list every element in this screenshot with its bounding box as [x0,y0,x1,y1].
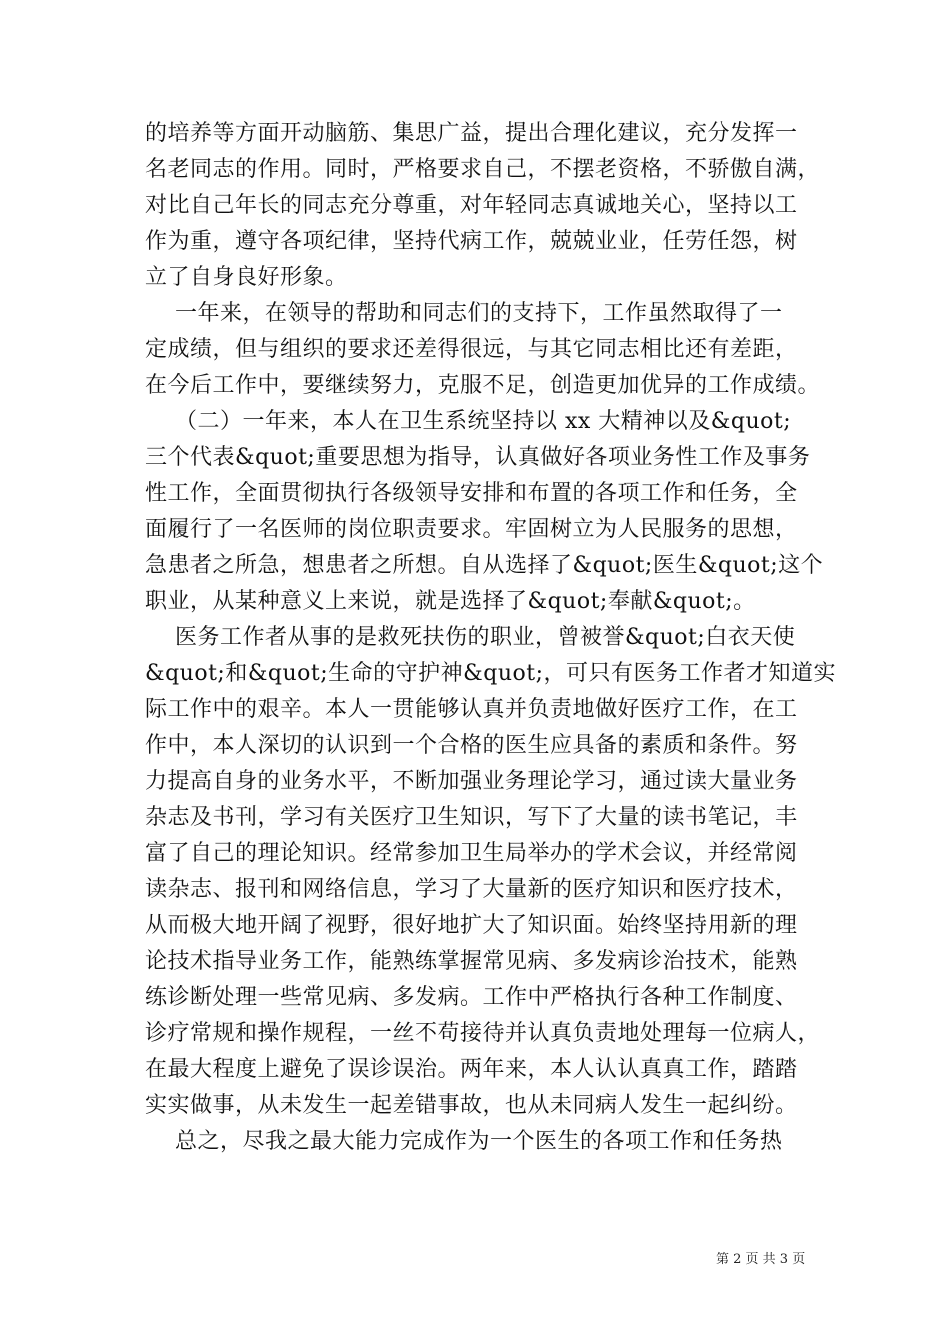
text-line: 作为重，遵守各项纪律，坚持代病工作，兢兢业业，任劳任怨，树 [145,229,798,254]
text-line: 读杂志、报刊和网络信息，学习了大量新的医疗知识和医疗技术， [145,877,798,902]
text-line: 的培养等方面开动脑筋、集思广益，提出合理化建议，充分发挥一 [145,121,798,146]
text-line: 定成绩，但与组织的要求还差得很远，与其它同志相比还有差距， [145,337,798,362]
text-line: 名老同志的作用。同时，严格要求自己，不摆老资格，不骄傲自满， [145,157,821,182]
text-line: 对比自己年长的同志充分尊重，对年轻同志真诚地关心，坚持以工 [145,193,798,218]
text-line: 性工作，全面贯彻执行各级领导安排和布置的各项工作和任务，全 [145,481,798,506]
text-line: （二）一年来，本人在卫生系统坚持以 xx 大精神以及&quot; [145,409,792,434]
text-line: 诊疗常规和操作规程，一丝不苟接待并认真负责地处理每一位病人， [145,1021,821,1046]
text-line: 实实做事，从未发生一起差错事故，也从未同病人发生一起纠纷。 [145,1093,798,1118]
text-line: 三个代表&quot;重要思想为指导，认真做好各项业务性工作及事务 [145,445,811,470]
text-line: 在今后工作中，要继续努力，克服不足，创造更加优异的工作成绩。 [145,373,821,398]
text-line: 总之，尽我之最大能力完成作为一个医生的各项工作和任务热 [145,1129,783,1154]
document-body [145,116,837,1160]
text-line: 杂志及书刊，学习有关医疗卫生知识，写下了大量的读书笔记，丰 [145,805,798,830]
text-line: 医务工作者从事的是救死扶伤的职业，曾被誉&quot;白衣天使 [145,625,796,650]
text-line: 力提高自身的业务水平，不断加强业务理论学习，通过读大量业务 [145,769,798,794]
page-number-footer: 第 2 页 共 3 页 [716,1252,806,1267]
text-line: 面履行了一名医师的岗位职责要求。牢固树立为人民服务的思想， [145,517,798,542]
text-line: 在最大程度上避免了误诊误治。两年来，本人认认真真工作，踏踏 [145,1057,798,1082]
text-line: 一年来，在领导的帮助和同志们的支持下，工作虽然取得了一 [145,301,783,326]
text-line: &quot;和&quot;生命的守护神&quot;，可只有医务工作者才知道实 [145,661,837,686]
text-line: 从而极大地开阔了视野，很好地扩大了知识面。始终坚持用新的理 [145,913,798,938]
text-line: 练诊断处理一些常见病、多发病。工作中严格执行各种工作制度、 [145,985,798,1010]
text-line: 论技术指导业务工作，能熟练掌握常见病、多发病诊治技术，能熟 [145,949,798,974]
text-line: 职业，从某种意义上来说，就是选择了&quot;奉献&quot;。 [145,589,756,614]
text-line: 急患者之所急，想患者之所想。自从选择了&quot;医生&quot;这个 [145,553,824,578]
text-line: 立了自身良好形象。 [145,265,348,290]
text-line: 作中，本人深切的认识到一个合格的医生应具备的素质和条件。努 [145,733,798,758]
text-line: 富了自己的理论知识。经常参加卫生局举办的学术会议，并经常阅 [145,841,798,866]
text-line: 际工作中的艰辛。本人一贯能够认真并负责地做好医疗工作，在工 [145,697,798,722]
